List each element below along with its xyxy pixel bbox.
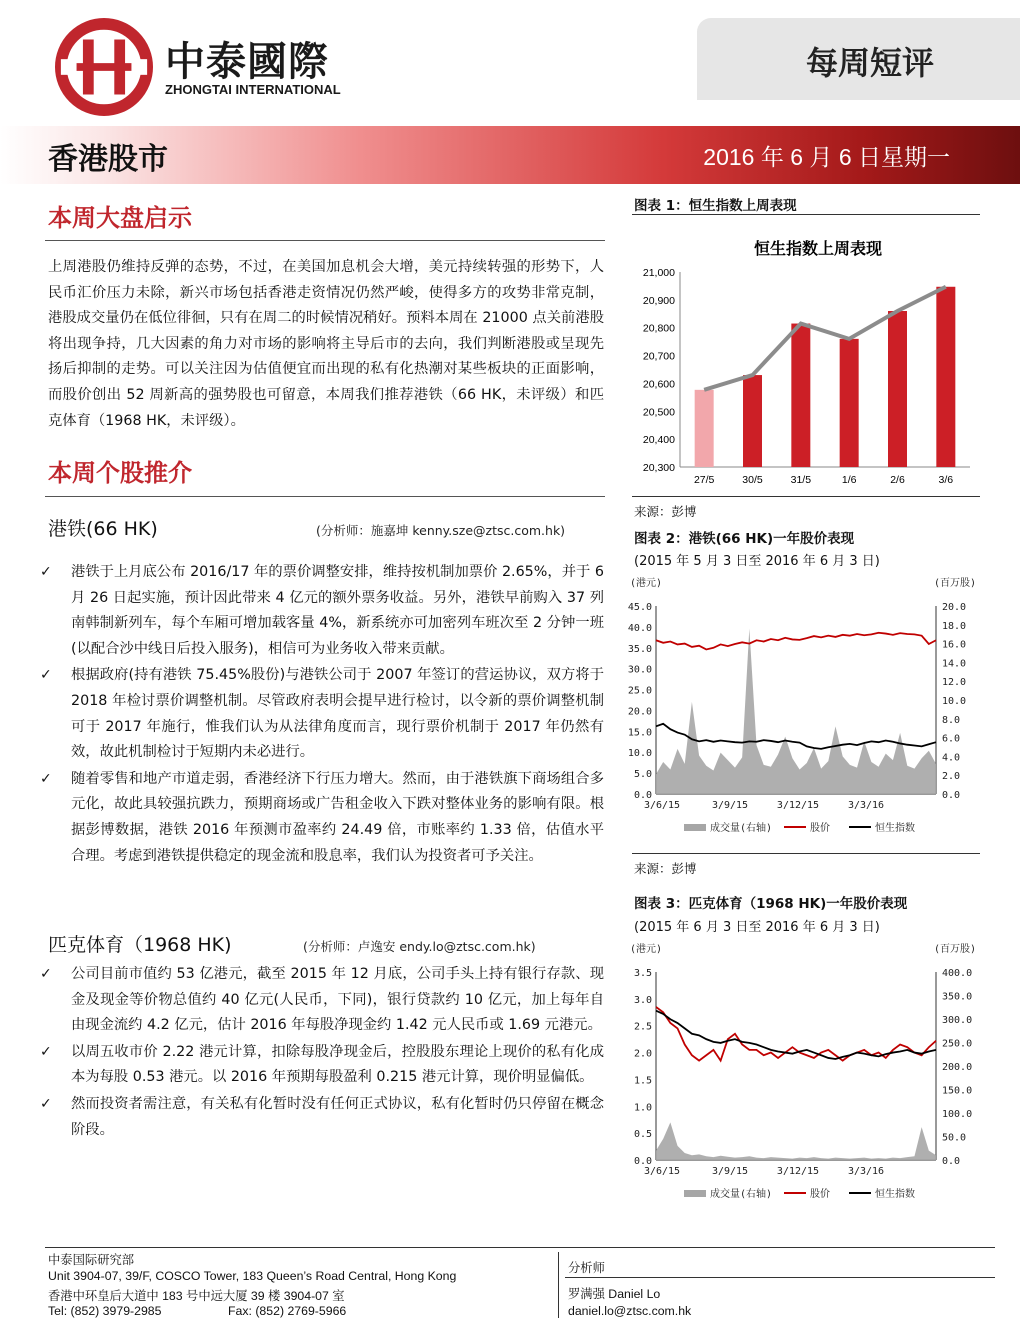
legend-label: 成交量(右轴) xyxy=(710,1189,773,1200)
right-tick-label: 4.0 xyxy=(942,752,961,764)
right-tick-label: 0.0 xyxy=(942,1156,961,1167)
right-tick-label: 100.0 xyxy=(942,1109,973,1120)
bar xyxy=(695,390,714,467)
right-tick-label: 16.0 xyxy=(942,639,967,651)
list-item: ✓ 公司目前市值约 53 亿港元，截至 2015 年 12 月底，公司手头上持有银行存款、现金及现金等价物总值约 40 亿元(人民币，下同)，银行贷款约 10 亿元，加上每年自由现金流约 4.2 亿元，估计 2016 年每股净现金约 1.42 元人民币或 1.69 元港元。 xyxy=(40,962,604,1039)
footer-address-cn: 香港中环皇后大道中 183 号中远大厦 39 楼 3904-07 室 xyxy=(48,1289,345,1303)
stock1-analyst: (分析师：施嘉坤 kenny.sze@ztsc.com.hk) xyxy=(316,523,566,538)
x-tick-label: 3/6 xyxy=(938,474,954,486)
x-tick-label: 1/6 xyxy=(841,474,857,486)
x-tick-label: 30/5 xyxy=(742,474,763,486)
figure2-subtitle: (2015 年 5 月 3 日至 2016 年 6 月 3 日) xyxy=(634,554,880,569)
check-icon: ✓ xyxy=(40,564,52,580)
y-tick-label: 20,700 xyxy=(642,350,675,363)
legend-swatch xyxy=(684,1190,706,1197)
left-tick-label: 3.0 xyxy=(633,994,652,1006)
check-icon: ✓ xyxy=(40,1095,52,1112)
left-tick-label: 2.5 xyxy=(633,1021,652,1033)
right-tick-label: 200.0 xyxy=(942,1062,973,1073)
bar xyxy=(888,311,907,467)
legend-label: 恒生指数 xyxy=(875,1189,915,1200)
report-date: 2016 年 6 月 6 日星期一 xyxy=(703,144,950,170)
check-icon: ✓ xyxy=(40,1043,52,1060)
left-tick-label: 0.0 xyxy=(633,790,652,801)
x-tick-label: 3/12/15 xyxy=(776,800,820,811)
right-tick-label: 6.0 xyxy=(942,733,961,745)
legend-label: 股价 xyxy=(810,823,830,834)
y-tick-label: 20,400 xyxy=(642,434,675,447)
right-axis-unit: (百万股) xyxy=(933,578,976,589)
footer-vertical-divider xyxy=(558,1252,559,1318)
footer-divider xyxy=(565,1277,995,1278)
stock1-bullet-list xyxy=(40,560,604,870)
left-tick-label: 0.5 xyxy=(633,1129,652,1141)
figure2-title: 图表 2：港铁(66 HK)一年股价表现 xyxy=(634,531,855,547)
figure3-title: 图表 3：匹克体育（1968 HK)一年股价表现 xyxy=(634,896,908,912)
report-type-label: 每周短评 xyxy=(805,44,934,82)
footer-analyst-name: 罗满强 Daniel Lo xyxy=(568,1287,661,1301)
left-axis-unit: (港元) xyxy=(630,578,663,589)
title-banner xyxy=(0,126,1020,184)
x-tick-label: 27/5 xyxy=(693,474,715,486)
footer-divider xyxy=(45,1247,995,1248)
right-tick-label: 150.0 xyxy=(942,1085,973,1097)
list-item: ✓ 根据政府(持有港铁 75.45%股份)与港铁公司于 2007 年签订的营运协议，双方将于 2018 年检讨票价调整机制。尽管政府表明会提早进行检讨，以令新的票价调整机制可于 2017 年施行，惟我们认为从法律角度而言，现行票价机制于 2017 年仍然有效，故此机制检讨于短期内未必进行。 xyxy=(40,663,604,765)
x-tick-label: 3/12/15 xyxy=(776,1166,820,1177)
footer-org: 中泰国际研究部 xyxy=(48,1253,135,1267)
right-tick-label: 400.0 xyxy=(942,968,973,979)
divider xyxy=(45,240,605,241)
hsi-line xyxy=(704,287,946,390)
check-icon: ✓ xyxy=(40,966,52,982)
y-tick-label: 20,600 xyxy=(642,378,675,391)
check-icon: ✓ xyxy=(40,770,52,787)
section-title-stock-picks: 本周个股推介 xyxy=(48,459,192,487)
bar xyxy=(936,287,955,467)
right-tick-label: 12.0 xyxy=(942,677,967,689)
y-tick-label: 20,500 xyxy=(642,406,675,419)
right-tick-label: 350.0 xyxy=(942,991,973,1003)
x-tick-label: 31/5 xyxy=(790,474,812,486)
legend-label: 股价 xyxy=(810,1189,830,1200)
left-tick-label: 1.0 xyxy=(633,1102,652,1114)
bar xyxy=(743,375,762,467)
left-tick-label: 2.0 xyxy=(633,1048,652,1060)
check-icon: ✓ xyxy=(40,667,52,684)
logo-english-name: ZHONGTAI INTERNATIONAL xyxy=(165,82,341,97)
figure1-title: 图表 1：恒生指数上周表现 xyxy=(634,198,797,214)
right-tick-label: 250.0 xyxy=(942,1038,973,1050)
hsi-index-line xyxy=(656,724,936,749)
figure3-subtitle: (2015 年 6 月 3 日至 2016 年 6 月 3 日) xyxy=(634,920,880,935)
x-tick-label: 3/9/15 xyxy=(711,1166,749,1177)
x-tick-label: 3/6/15 xyxy=(643,1166,681,1177)
figure2-source: 来源：彭博 xyxy=(634,861,697,876)
x-tick-label: 2/6 xyxy=(890,474,905,486)
figure1-source: 来源：彭博 xyxy=(634,504,697,519)
stock2-bullet-list xyxy=(40,962,604,1144)
left-tick-label: 20.0 xyxy=(627,706,652,718)
right-tick-label: 2.0 xyxy=(942,771,961,783)
mtr-price-chart xyxy=(624,572,984,842)
footer-analyst-label: 分析师 xyxy=(568,1261,605,1275)
market-title: 香港股市 xyxy=(48,142,168,177)
bar xyxy=(791,324,810,467)
report-type-tag xyxy=(697,18,1020,100)
left-tick-label: 30.0 xyxy=(627,664,652,676)
hsi-weekly-chart xyxy=(630,222,980,494)
stock2-analyst: (分析师：卢逸安 endy.lo@ztsc.com.hk) xyxy=(303,939,536,954)
footer-tel: Tel: (852) 3979-2985 xyxy=(48,1304,162,1318)
divider xyxy=(632,496,980,497)
left-axis-unit: (港元) xyxy=(630,944,663,955)
divider xyxy=(632,214,980,215)
left-tick-label: 45.0 xyxy=(627,602,652,613)
peak-sport-price-chart xyxy=(624,938,984,1206)
legend-swatch xyxy=(684,824,706,831)
footer-analyst-email[interactable]: daniel.lo@ztsc.com.hk xyxy=(568,1304,692,1318)
left-tick-label: 5.0 xyxy=(633,769,652,781)
stock-price-line xyxy=(656,633,936,650)
footer-address-en: Unit 3904-07, 39/F, COSCO Tower, 183 Queen’s Road Central, Hong Kong xyxy=(48,1269,457,1283)
right-tick-label: 14.0 xyxy=(942,658,967,670)
stock1-name: 港铁(66 HK) xyxy=(48,518,158,540)
volume-area xyxy=(656,1122,936,1160)
left-tick-label: 35.0 xyxy=(627,643,652,655)
left-tick-label: 25.0 xyxy=(627,685,652,697)
divider xyxy=(632,853,980,854)
y-tick-label: 20,800 xyxy=(642,322,675,335)
left-tick-label: 10.0 xyxy=(627,748,652,760)
x-tick-label: 3/3/16 xyxy=(847,1166,885,1177)
x-tick-label: 3/9/15 xyxy=(711,800,749,811)
left-tick-label: 15.0 xyxy=(627,727,652,739)
right-tick-label: 18.0 xyxy=(942,620,967,632)
logo-mark-icon xyxy=(55,18,153,116)
market-outlook-text: 上周港股仍维持反弹的态势，不过，在美国加息机会大增，美元持续转强的形势下，人民币汇价压力未除，新兴市场包括香港走资情况仍然严峻，使得多方的攻势非常克制，港股成交量仍在低位徘徊，只有在周二的时候情况稍好。预料本周在 21000 点关前港股将出现争持，几大因素的角力对市场的影响将主导后市的去向，我们判断港股或呈现先扬后抑制的走势。可以关注因为估值便宜而出现的私有化热潮对某些板块的正面影响，而股价创出 52 周新高的强势股也可留意，本周我们推荐港铁（66 HK，未评级）和匹克体育（1968 HK，未评级）。 xyxy=(48,259,604,429)
hsi-index-line xyxy=(656,1011,936,1059)
left-tick-label: 40.0 xyxy=(627,622,652,634)
list-item: ✓ 港铁于上月底公布 2016/17 年的票价调整安排，维持按机制加票价 2.65%，并于 6 月 26 日起实施，预计因此带来 4 亿元的额外票务收益。另外，港铁早前购入 37 列南韩制新列车，每个车厢可增加载客量 4%，新系统亦可加密列车班次至 2 分钟一班(以配合沙中线日后投入服务)，相信可为业务收入带来贡献。 xyxy=(40,560,604,662)
volume-area xyxy=(656,629,936,794)
right-axis-unit: (百万股) xyxy=(933,944,976,955)
right-tick-label: 10.0 xyxy=(942,696,967,707)
y-tick-label: 20,900 xyxy=(642,294,675,307)
legend-label: 恒生指数 xyxy=(875,823,915,834)
x-tick-label: 3/6/15 xyxy=(643,800,681,811)
list-item: ✓ 随着零售和地产市道走弱，香港经济下行压力增大。然而，由于港铁旗下商场组合多元化，故此具较强抗跌力，预期商场或广告租金收入下跌对整体业务的影响有限。根据彭博数据，港铁 2016 年预测市盈率约 24.49 倍，市账率约 1.33 倍，估值水平合理。考虑到港铁提供稳定的现金流和股息率，我们认为投资者可予关注。 xyxy=(40,767,604,869)
right-tick-label: 8.0 xyxy=(942,714,961,726)
chart-title: 恒生指数上周表现 xyxy=(753,239,883,258)
right-tick-label: 20.0 xyxy=(942,602,967,613)
divider xyxy=(45,496,605,497)
bar xyxy=(840,339,859,467)
list-item: ✓ 以周五收市价 2.22 港元计算，扣除每股净现金后，控股股东理论上现价的私有化成本为每股 0.53 港元。以 2016 年预期每股盈利 0.215 港元计算，现价明显偏低。 xyxy=(40,1040,604,1091)
left-tick-label: 0.0 xyxy=(633,1156,652,1167)
company-logo xyxy=(55,18,355,118)
left-tick-label: 1.5 xyxy=(633,1075,652,1087)
right-tick-label: 0.0 xyxy=(942,790,961,801)
legend-label: 成交量(右轴) xyxy=(710,823,773,834)
footer-fax: Fax: (852) 2769-5966 xyxy=(228,1304,347,1318)
logo-chinese-name: 中泰國際 xyxy=(165,39,329,85)
section-title-market-outlook: 本周大盘启示 xyxy=(48,204,192,232)
list-item: ✓ 然而投资者需注意，有关私有化暂时没有任何正式协议，私有化暂时仍只停留在概念阶段。 xyxy=(40,1092,604,1143)
x-tick-label: 3/3/16 xyxy=(847,800,885,811)
right-tick-label: 300.0 xyxy=(942,1015,973,1026)
right-tick-label: 50.0 xyxy=(942,1132,967,1144)
stock2-name: 匹克体育（1968 HK) xyxy=(48,934,232,956)
y-tick-label: 20,300 xyxy=(642,462,675,474)
y-tick-label: 21,000 xyxy=(642,267,675,279)
left-tick-label: 3.5 xyxy=(633,968,652,979)
